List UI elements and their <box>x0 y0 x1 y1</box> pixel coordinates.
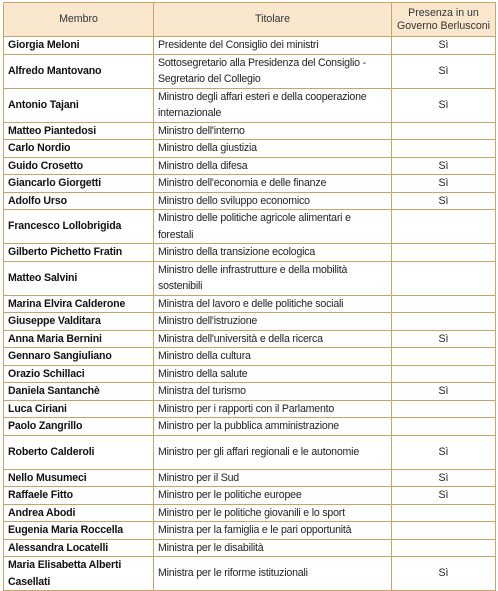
member-name: Gennaro Sangiuliano <box>4 348 154 366</box>
member-name: Giuseppe Valditara <box>4 313 154 331</box>
government-members-table <box>3 2 496 591</box>
member-title: Ministro dell'economia e delle finanze <box>154 175 392 193</box>
member-name: Nello Musumeci <box>4 469 154 487</box>
table-row <box>4 295 496 313</box>
member-name: Roberto Calderoli <box>4 435 154 469</box>
table-row <box>4 157 496 175</box>
member-name: Matteo Piantedosi <box>4 122 154 140</box>
member-title: Ministra per le disabilità <box>154 539 392 557</box>
member-name: Anna Maria Bernini <box>4 330 154 348</box>
member-title: Ministra per la famiglia e le pari opportunità <box>154 522 392 540</box>
member-name: Paolo Zangrillo <box>4 418 154 436</box>
table-row <box>4 348 496 366</box>
member-title: Ministro per i rapporti con il Parlamento <box>154 400 392 418</box>
member-title: Ministro per il Sud <box>154 469 392 487</box>
member-name: Giancarlo Giorgetti <box>4 175 154 193</box>
member-title: Ministro della transizione ecologica <box>154 244 392 262</box>
member-title: Ministro dell'interno <box>154 122 392 140</box>
berlusconi-presence: Sì <box>392 157 496 175</box>
member-title: Sottosegretario alla Presidenza del Consiglio - Segretario del Collegio <box>154 54 392 88</box>
member-name: Carlo Nordio <box>4 140 154 158</box>
berlusconi-presence: Sì <box>392 175 496 193</box>
table-body <box>4 37 496 591</box>
table-row <box>4 88 496 122</box>
berlusconi-presence <box>392 539 496 557</box>
member-title: Ministro degli affari esteri e della cooperazione internazionale <box>154 88 392 122</box>
table-row <box>4 435 496 469</box>
member-name: Gilberto Pichetto Fratin <box>4 244 154 262</box>
berlusconi-presence <box>392 140 496 158</box>
member-name: Daniela Santanchè <box>4 383 154 401</box>
berlusconi-presence: Sì <box>392 469 496 487</box>
table-row <box>4 504 496 522</box>
berlusconi-presence: Sì <box>392 487 496 505</box>
table-row <box>4 261 496 295</box>
member-title: Ministro della salute <box>154 365 392 383</box>
table-row <box>4 330 496 348</box>
table-row <box>4 140 496 158</box>
berlusconi-presence <box>392 504 496 522</box>
table-row <box>4 192 496 210</box>
berlusconi-presence: Sì <box>392 54 496 88</box>
member-name: Guido Crosetto <box>4 157 154 175</box>
berlusconi-presence <box>392 122 496 140</box>
berlusconi-presence <box>392 244 496 262</box>
table-row <box>4 37 496 55</box>
member-name: Giorgia Meloni <box>4 37 154 55</box>
berlusconi-presence <box>392 522 496 540</box>
berlusconi-presence: Sì <box>392 192 496 210</box>
berlusconi-presence: Sì <box>392 88 496 122</box>
member-name: Orazio Schillaci <box>4 365 154 383</box>
member-name: Raffaele Fitto <box>4 487 154 505</box>
berlusconi-presence: Sì <box>392 557 496 591</box>
table-row <box>4 175 496 193</box>
member-name: Alessandra Locatelli <box>4 539 154 557</box>
table-row <box>4 313 496 331</box>
member-title: Ministra dell'università e della ricerca <box>154 330 392 348</box>
member-title: Ministro della difesa <box>154 157 392 175</box>
member-name: Francesco Lollobrigida <box>4 210 154 244</box>
member-title: Ministro dello sviluppo economico <box>154 192 392 210</box>
member-name: Luca Ciriani <box>4 400 154 418</box>
berlusconi-presence <box>392 418 496 436</box>
column-header-member: Membro <box>4 3 154 37</box>
member-title: Ministro delle infrastrutture e della mobilità sostenibili <box>154 261 392 295</box>
table-row <box>4 522 496 540</box>
member-title: Ministro delle politiche agricole alimentari e forestali <box>154 210 392 244</box>
member-title: Ministra per le riforme istituzionali <box>154 557 392 591</box>
berlusconi-presence <box>392 400 496 418</box>
table-header <box>4 3 496 37</box>
table-row <box>4 418 496 436</box>
table-row <box>4 383 496 401</box>
member-title: Ministra del lavoro e delle politiche sociali <box>154 295 392 313</box>
table-row <box>4 487 496 505</box>
berlusconi-presence <box>392 313 496 331</box>
member-name: Eugenia Maria Roccella <box>4 522 154 540</box>
berlusconi-presence <box>392 261 496 295</box>
member-name: Antonio Tajani <box>4 88 154 122</box>
column-header-title: Titolare <box>154 3 392 37</box>
member-name: Maria Elisabetta Alberti Casellati <box>4 557 154 591</box>
member-title: Ministra del turismo <box>154 383 392 401</box>
table-row <box>4 557 496 591</box>
berlusconi-presence: Sì <box>392 37 496 55</box>
berlusconi-presence: Sì <box>392 330 496 348</box>
berlusconi-presence <box>392 365 496 383</box>
table-row <box>4 469 496 487</box>
member-title: Presidente del Consiglio dei ministri <box>154 37 392 55</box>
member-name: Andrea Abodi <box>4 504 154 522</box>
berlusconi-presence: Sì <box>392 435 496 469</box>
table-row <box>4 539 496 557</box>
member-name: Adolfo Urso <box>4 192 154 210</box>
header-row <box>4 3 496 37</box>
table-row <box>4 244 496 262</box>
column-header-presence: Presenza in un Governo Berlusconi <box>392 3 496 37</box>
table-row <box>4 54 496 88</box>
berlusconi-presence: Sì <box>392 383 496 401</box>
member-name: Marina Elvira Calderone <box>4 295 154 313</box>
member-title: Ministro della cultura <box>154 348 392 366</box>
table-row <box>4 122 496 140</box>
berlusconi-presence <box>392 210 496 244</box>
member-title: Ministro per gli affari regionali e le autonomie <box>154 435 392 469</box>
member-name: Alfredo Mantovano <box>4 54 154 88</box>
table-row <box>4 400 496 418</box>
berlusconi-presence <box>392 295 496 313</box>
member-name: Matteo Salvini <box>4 261 154 295</box>
member-title: Ministro per la pubblica amministrazione <box>154 418 392 436</box>
table-row <box>4 365 496 383</box>
table-row <box>4 210 496 244</box>
member-title: Ministro per le politiche giovanili e lo sport <box>154 504 392 522</box>
member-title: Ministro dell'istruzione <box>154 313 392 331</box>
berlusconi-presence <box>392 348 496 366</box>
member-title: Ministro della giustizia <box>154 140 392 158</box>
member-title: Ministro per le politiche europee <box>154 487 392 505</box>
